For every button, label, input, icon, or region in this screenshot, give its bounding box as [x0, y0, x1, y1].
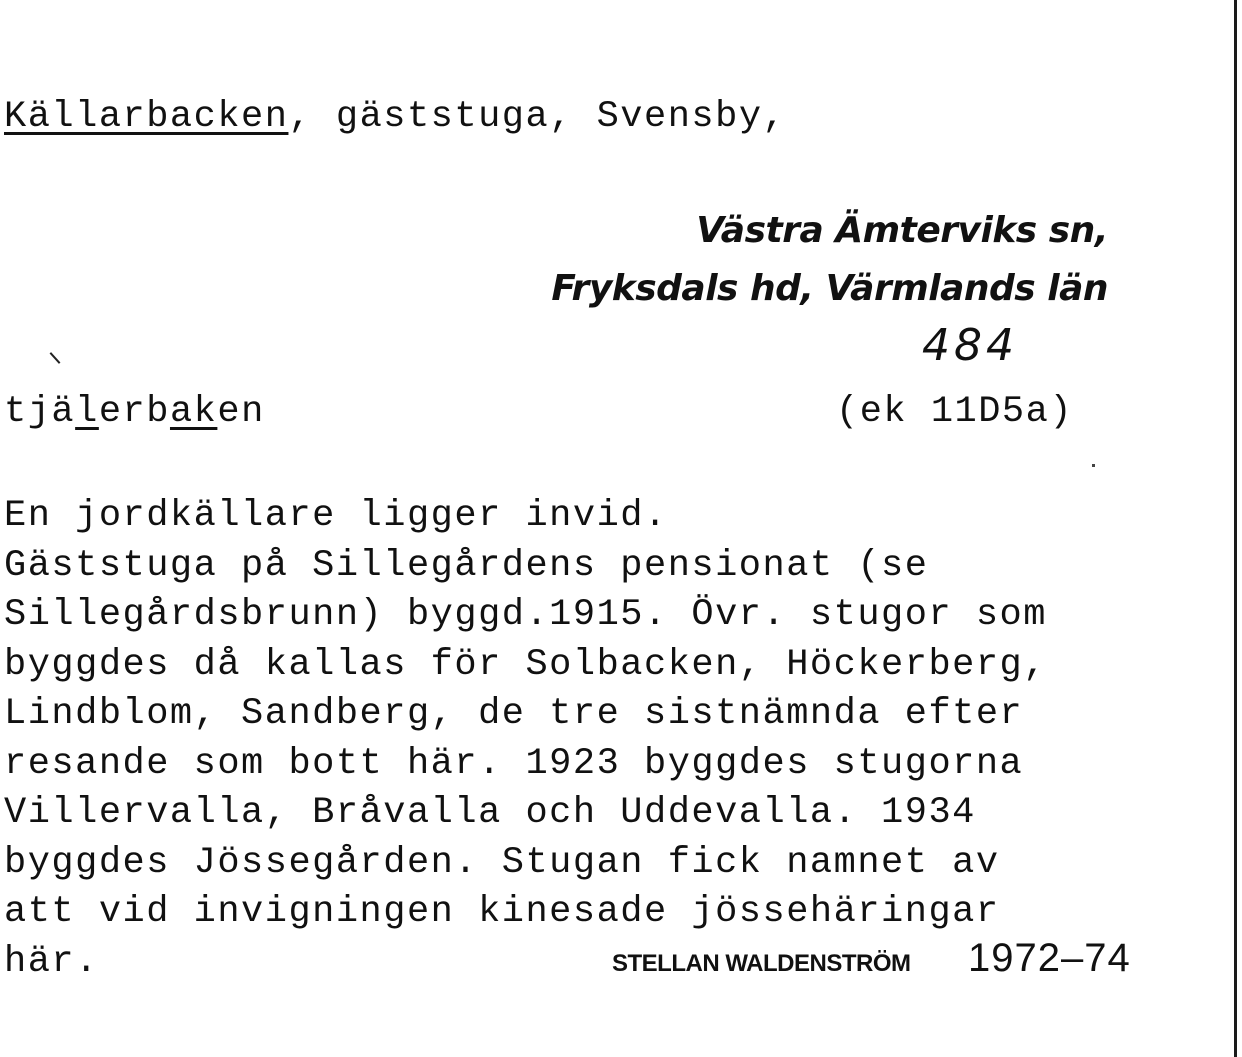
- parish-line: Västra Ämterviks sn,: [696, 210, 1108, 251]
- place-description: , gäststuga, Svensby,: [288, 96, 787, 138]
- author-name: STELLAN WALDENSTRÖM: [612, 950, 911, 977]
- phonetic-part: erb: [98, 391, 170, 433]
- author-years: 1972–74: [968, 936, 1131, 980]
- district-county-line: Fryksdals hd, Värmlands län: [551, 268, 1108, 309]
- body-line: Sillegårdsbrunn) byggd.1915. Övr. stugor som: [4, 594, 1047, 636]
- phonetic-part: tjä: [4, 391, 76, 433]
- map-reference: (ek 11D5a): [836, 391, 1074, 433]
- card-title: [4, 96, 786, 138]
- card-body: [4, 492, 1047, 987]
- phonetic-part-stressed: l: [75, 391, 99, 433]
- body-line: byggdes då kallas för Solbacken, Höckerberg,: [4, 643, 1047, 686]
- phonetic-transcription: [4, 391, 265, 433]
- speck: [1092, 464, 1095, 467]
- body-line: byggdes Jössegården. Stugan fick namnet av: [4, 841, 1000, 884]
- pen-mark: [50, 352, 61, 364]
- phonetic-part: en: [217, 391, 265, 433]
- place-name: Källarbacken: [4, 96, 289, 138]
- body-line: Lindblom, Sandberg, de tre sistnämnda efter: [4, 693, 1024, 735]
- body-line: Villervalla, Bråvalla och Uddevalla. 1934: [4, 792, 976, 834]
- body-line: här.: [4, 940, 99, 983]
- body-line: Gäststuga på Sillegårdens pensionat (se: [4, 544, 929, 587]
- phonetic-part-stressed: ak: [169, 391, 218, 433]
- body-line: resande som bott här. 1923 byggdes stugorna: [4, 742, 1024, 785]
- card-edge: [1234, 0, 1237, 1057]
- body-line: att vid invigningen kinesade jössehäringar: [4, 891, 1000, 933]
- handwritten-card-number: 484: [922, 320, 1018, 371]
- body-line: En jordkällare ligger invid.: [4, 495, 668, 537]
